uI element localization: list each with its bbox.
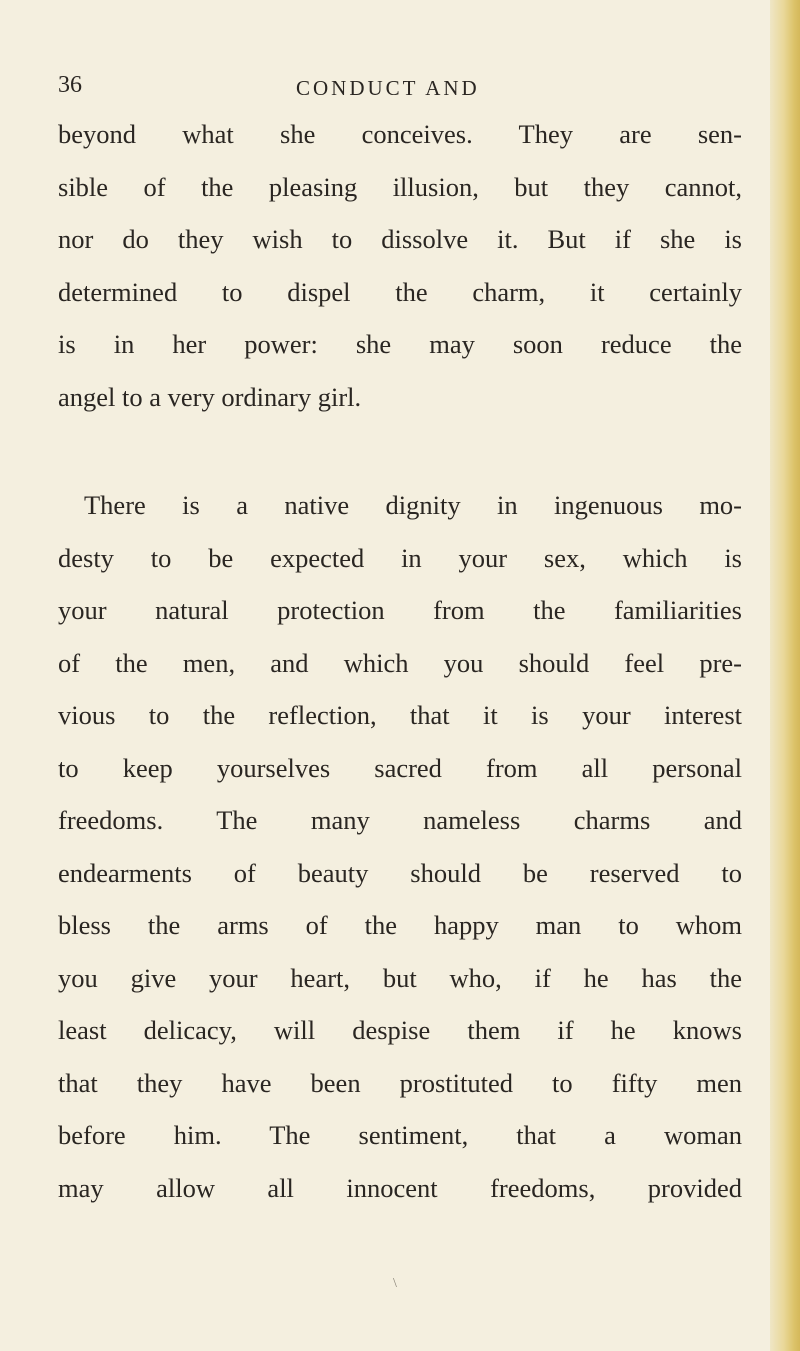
text-line: vious to the reflection, that it is your interest (58, 700, 742, 730)
text-line: may allow all innocent freedoms, provided (58, 1172, 742, 1203)
text-line: sible of the pleasing illusion, but they cannot, (58, 171, 742, 202)
text-line: determined to dispel the charm, it certainly (58, 276, 742, 307)
text-line: of the men, and which you should feel pre- (58, 647, 742, 678)
text-line: angel to a very ordinary girl. (58, 381, 362, 412)
paragraph-1 (58, 108, 742, 423)
text-line: before him. The sentiment, that a woman (58, 1120, 742, 1150)
text-line: desty to be expected in your sex, which is (58, 542, 742, 573)
text-line: you give your heart, but who, if he has the (58, 962, 742, 993)
page-number: 36 (58, 72, 82, 98)
running-title: CONDUCT AND (296, 76, 480, 100)
text-line: freedoms. The many nameless charms and (58, 805, 742, 835)
text-line: that they have been prostituted to fifty men (58, 1067, 742, 1098)
text-line: bless the arms of the happy man to whom (58, 910, 742, 940)
page-edge-discoloration (770, 0, 800, 1351)
text-line: your natural protection from the familiarities (58, 595, 742, 625)
text-line: to keep yourselves sacred from all personal (58, 752, 742, 783)
paragraph-2 (58, 479, 742, 1214)
text-line: is in her power: she may soon reduce the (58, 329, 742, 359)
body-text (58, 108, 742, 1214)
text-line: beyond what she conceives. They are sen- (58, 119, 742, 149)
text-line: nor do they wish to dissolve it. But if she is (58, 224, 742, 254)
text-line: endearments of beauty should be reserved to (58, 857, 742, 888)
stray-ink-mark: \ (393, 1276, 397, 1291)
text-line: There is a native dignity in ingenuous mo- (84, 490, 742, 520)
text-line: least delicacy, will despise them if he knows (58, 1015, 742, 1045)
